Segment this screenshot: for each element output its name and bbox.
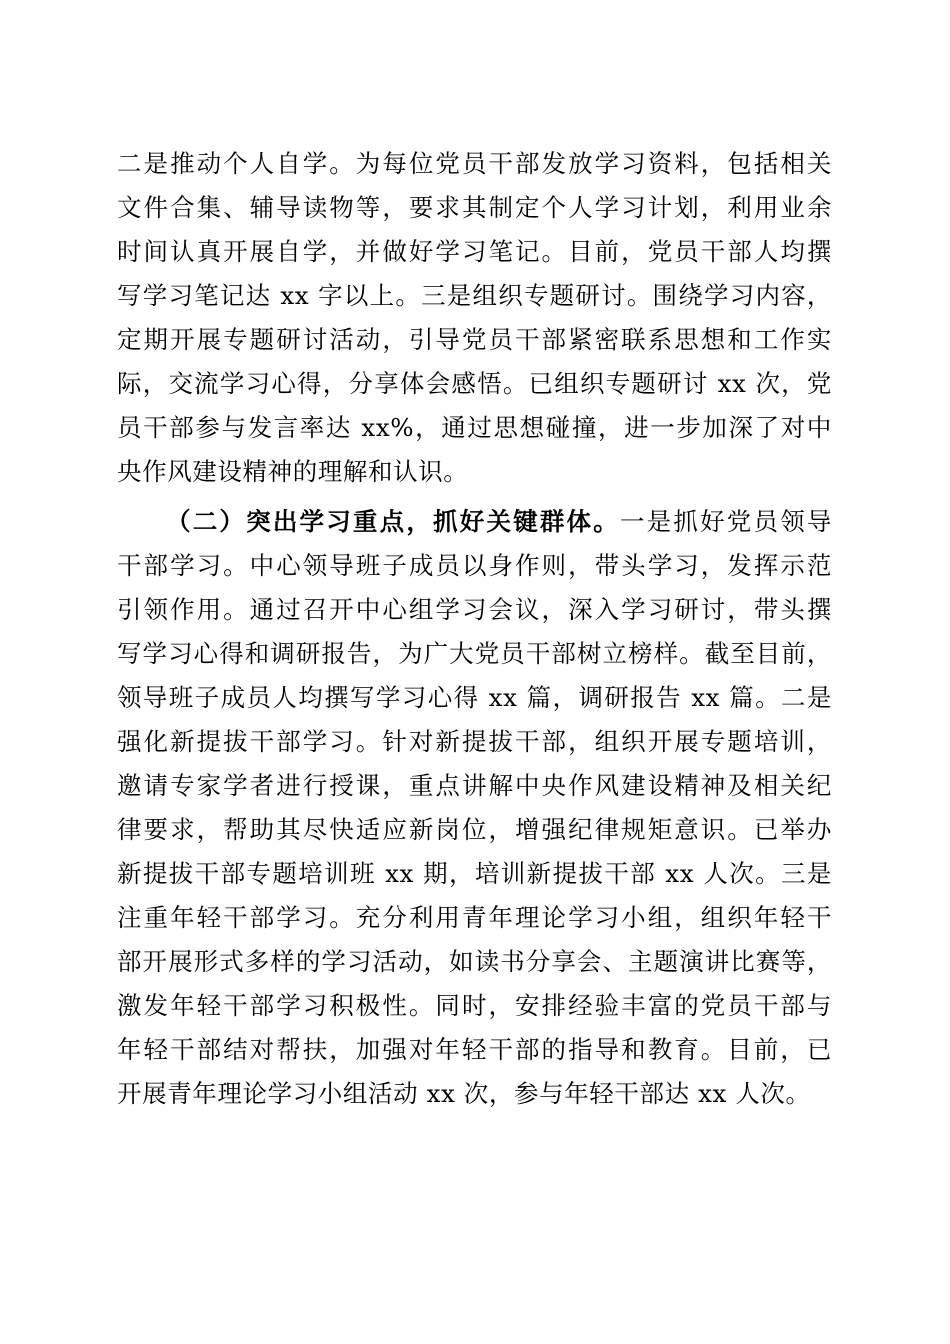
text-line: 时间认真开展自学，并做好学习笔记。目前，党员干部人均撰 [117,237,832,266]
text-line: 注重年轻干部学习。充分利用青年理论学习小组，组织年轻干 [117,903,832,932]
text-line: 律要求，帮助其尽快适应新岗位，增强纪律规矩意识。已举办 [117,815,832,844]
text-line: 际，交流学习心得，分享体会感悟。已组织专题研讨 xx 次，党 [117,369,832,398]
text-line: 文件合集、辅导读物等，要求其制定个人学习计划，利用业余 [117,193,832,222]
text-line: 引领作用。通过召开中心组学习会议，深入学习研讨，带头撰 [117,595,832,624]
text-line: 二是推动个人自学。为每位党员干部发放学习资料，包括相关 [117,149,832,178]
text-line: 员干部参与发言率达 xx%，通过思想碰撞，进一步加深了对中 [117,413,832,442]
text-line: 定期开展专题研讨活动，引导党员干部紧密联系思想和工作实 [117,325,832,354]
text-line: 部开展形式多样的学习活动，如读书分享会、主题演讲比赛等， [117,947,832,976]
text-line: 强化新提拔干部学习。针对新提拔干部，组织开展专题培训， [117,727,832,756]
text-line: 邀请专家学者进行授课，重点讲解中央作风建设精神及相关纪 [117,771,832,800]
text-line: 央作风建设精神的理解和认识。 [117,457,469,486]
text-line: 干部学习。中心领导班子成员以身作则，带头学习，发挥示范 [117,551,832,580]
text-line: 激发年轻干部学习积极性。同时，安排经验丰富的党员干部与 [117,991,832,1020]
section-heading: （二）突出学习重点，抓好关键群体。 [166,507,620,536]
text-line: 写学习心得和调研报告，为广大党员干部树立榜样。截至目前， [117,639,832,668]
text-line: 开展青年理论学习小组活动 xx 次，参与年轻干部达 xx 人次。 [117,1079,811,1108]
text-line: 领导班子成员人均撰写学习心得 xx 篇，调研报告 xx 篇。二是 [117,683,832,712]
text-line: 年轻干部结对帮扶，加强对年轻干部的指导和教育。目前，已 [117,1035,832,1064]
text-line: 新提拔干部专题培训班 xx 期，培训新提拔干部 xx 人次。三是 [117,859,832,888]
text-line: 写学习笔记达 xx 字以上。三是组织专题研讨。围绕学习内容， [117,281,832,310]
paragraph-first-line [166,500,832,544]
text-span: 一是抓好党员领导 [619,507,832,536]
